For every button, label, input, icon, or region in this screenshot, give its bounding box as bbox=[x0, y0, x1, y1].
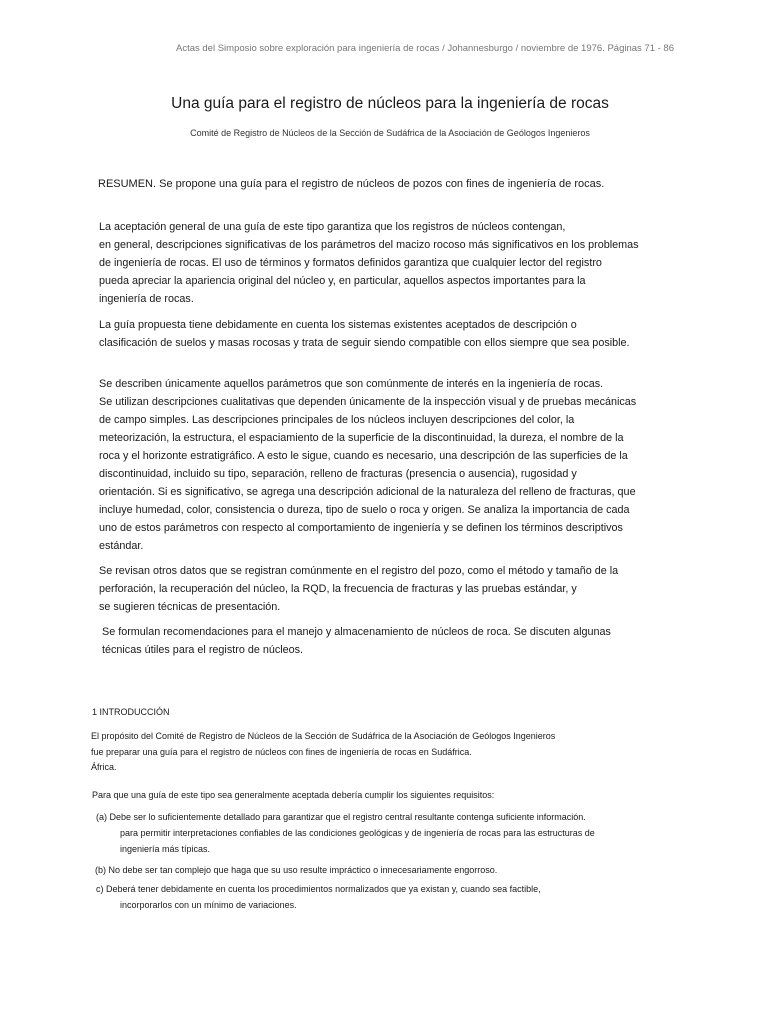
text-line: estándar. bbox=[99, 540, 144, 552]
text-line: se sugieren técnicas de presentación. bbox=[99, 601, 281, 613]
text-line: incorporarlos con un mínimo de variaciones. bbox=[120, 900, 297, 910]
requirement-b: (b) No debe ser tan complejo que haga que su uso resulte impráctico o innecesariamente engorroso. bbox=[95, 865, 498, 875]
abstract: RESUMEN. Se propone una guía para el registro de núcleos de pozos con fines de ingeniería de rocas. bbox=[98, 178, 605, 190]
text-line: perforación, la recuperación del núcleo, la RQD, la frecuencia de fracturas y las pruebas estándar, y bbox=[99, 583, 577, 595]
text-line: incluye humedad, color, consistencia o dureza, tipo de suelo o roca y origen. Se analiza la importancia de cada bbox=[99, 504, 630, 516]
text-line: La aceptación general de una guía de este tipo garantiza que los registros de núcleos contengan, bbox=[99, 221, 566, 233]
text-line: Se utilizan descripciones cualitativas que dependen únicamente de la inspección visual y de pruebas mecánicas bbox=[99, 396, 637, 408]
text-line: El propósito del Comité de Registro de Núcleos de la Sección de Sudáfrica de la Asociación de Geólogos Ingenieros bbox=[91, 731, 556, 741]
authors-line: Comité de Registro de Núcleos de la Sección de Sudáfrica de la Asociación de Geólogos Ingenieros bbox=[190, 128, 590, 138]
text-line: ingeniería más típicas. bbox=[120, 844, 211, 854]
text-line: Se revisan otros datos que se registran comúnmente en el registro del pozo, como el método y tamaño de la bbox=[99, 565, 619, 577]
requirement-c bbox=[96, 881, 541, 913]
page-title: Una guía para el registro de núcleos para la ingeniería de rocas bbox=[171, 95, 609, 112]
introduction-paragraph bbox=[91, 728, 555, 775]
running-header: Actas del Simposio sobre exploración para ingeniería de rocas / Johannesburgo / noviembre de 1976. Páginas 71 - 86 bbox=[176, 43, 675, 54]
text-line: de ingeniería de rocas. El uso de términos y formatos definidos garantiza que cualquier lector del registro bbox=[99, 257, 602, 269]
text-line: ingeniería de rocas. bbox=[99, 293, 194, 305]
requirements-lead: Para que una guía de este tipo sea generalmente aceptada debería cumplir los siguientes requisitos: bbox=[92, 790, 495, 800]
text-line: pueda apreciar la apariencia original del núcleo y, en particular, aquellos aspectos importantes para la bbox=[99, 275, 586, 287]
paragraph-1 bbox=[99, 218, 679, 308]
text-line: orientación. Si es significativo, se agrega una descripción adicional de la naturaleza del relleno de fracturas, que bbox=[99, 486, 636, 498]
text-line: meteorización, la estructura, el espaciamiento de la superficie de la discontinuidad, la dureza, el nombre de la bbox=[99, 432, 624, 444]
text-line: de campo simples. Las descripciones principales de los núcleos incluyen descripciones del color, la bbox=[99, 414, 575, 426]
text-line: Se formulan recomendaciones para el manejo y almacenamiento de núcleos de roca. Se discuten algunas bbox=[102, 626, 611, 638]
text-line: África. bbox=[91, 762, 117, 772]
text-line: clasificación de suelos y masas rocosas y trata de seguir siendo compatible con ellos siempre que sea posible. bbox=[99, 337, 630, 349]
paragraph-5 bbox=[102, 623, 682, 659]
text-line: discontinuidad, incluido su tipo, separación, relleno de fracturas (presencia o ausencia), rugosidad y bbox=[99, 468, 577, 480]
paragraph-4 bbox=[99, 562, 679, 616]
text-line: técnicas útiles para el registro de núcleos. bbox=[102, 644, 304, 656]
text-line: (a) Debe ser lo suficientemente detallado para garantizar que el registro central resultante contenga suficiente información. bbox=[96, 812, 586, 822]
paragraph-2 bbox=[99, 316, 679, 352]
text-line: para permitir interpretaciones confiables de las condiciones geológicas y de ingeniería de rocas para las estructuras de bbox=[120, 828, 595, 838]
text-line: La guía propuesta tiene debidamente en cuenta los sistemas existentes aceptados de descripción o bbox=[99, 319, 577, 331]
text-line: en general, descripciones significativas de los parámetros del macizo rocoso más significativos en los problemas bbox=[99, 239, 639, 251]
text-line: fue preparar una guía para el registro de núcleos con fines de ingeniería de rocas en Sudáfrica. bbox=[91, 747, 472, 757]
text-line: roca y el horizonte estratigráfico. A esto le sigue, cuando es necesario, una descripción de las superficies de la bbox=[99, 450, 628, 462]
paragraph-3 bbox=[99, 375, 679, 555]
text-line: uno de estos parámetros con respecto al comportamiento de ingeniería y se definen los términos descriptivos bbox=[99, 522, 623, 534]
text-line: c) Deberá tener debidamente en cuenta los procedimientos normalizados que ya existan y, cuando sea factible, bbox=[96, 884, 541, 894]
requirement-a bbox=[96, 809, 595, 857]
section-heading-introduction: 1 INTRODUCCIÓN bbox=[92, 707, 170, 717]
text-line: Se describen únicamente aquellos parámetros que son comúnmente de interés en la ingeniería de rocas. bbox=[99, 378, 604, 390]
